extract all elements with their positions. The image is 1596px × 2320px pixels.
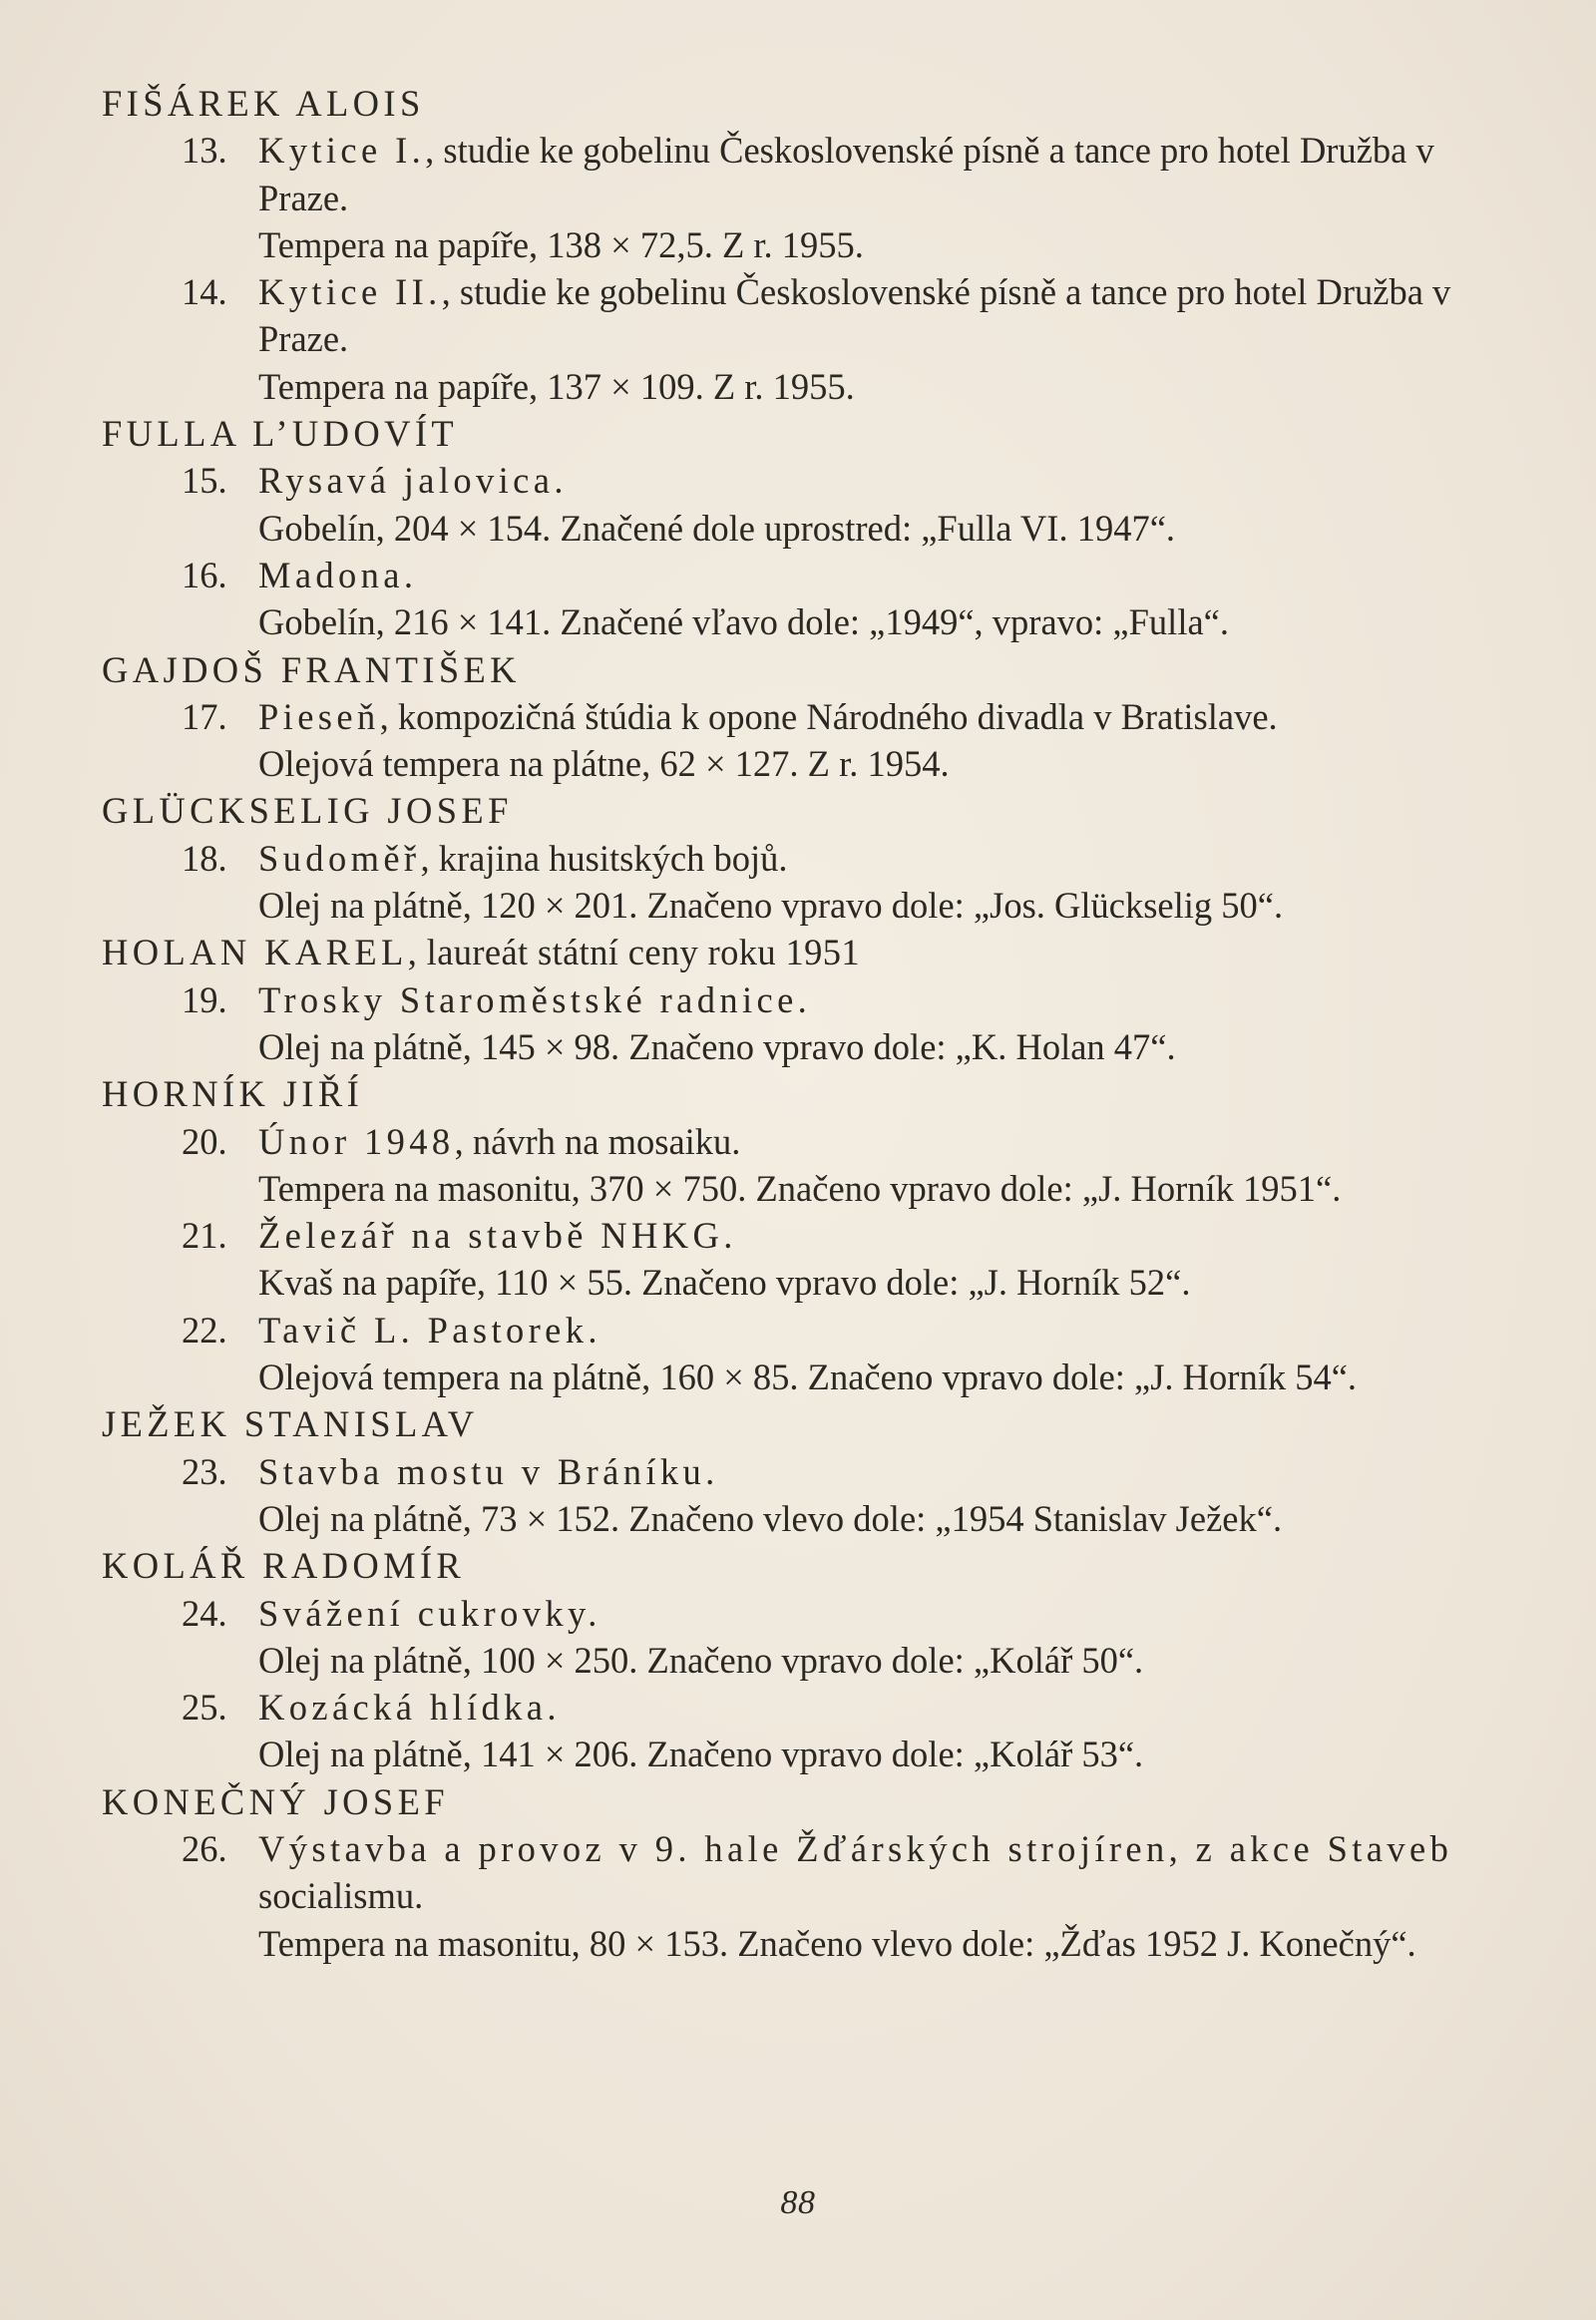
artist-name: KOLÁŘ RADOMÍR: [102, 1545, 466, 1587]
entry-title: Železář na stavbě NHKG.: [258, 1215, 737, 1257]
catalog-entry: [102, 457, 1526, 552]
entry-title: Sudoměř: [258, 837, 421, 879]
entry-details: Olej na plátně, 100 × 250. Značeno vpravo dole: „Kolář 50“.: [258, 1639, 1144, 1681]
entry-title: Trosky Staroměstské radnice.: [258, 978, 812, 1020]
entry-title: Madona.: [258, 554, 418, 595]
entry-details: Olejová tempera na plátně, 160 × 85. Značeno vpravo dole: „J. Horník 54“.: [258, 1356, 1358, 1398]
artist-name: HORNÍK JIŘÍ: [102, 1073, 364, 1115]
entry-title: Pieseň: [258, 695, 380, 737]
entry-details: Gobelín, 204 × 154. Značené dole uprostred: „Fulla VI. 1947“.: [258, 507, 1176, 549]
entry-details: Olej na plátně, 141 × 206. Značeno vpravo dole: „Kolář 53“.: [258, 1734, 1144, 1775]
artist-heading: [102, 1778, 1526, 1825]
entry-title-line: [258, 1307, 1526, 1353]
artist-heading: [102, 646, 1526, 693]
catalog-entry: [102, 1684, 1526, 1778]
entry-number: 26.: [182, 1827, 227, 1869]
entry-number: 15.: [182, 460, 227, 502]
catalog-entry: [102, 1590, 1526, 1685]
artist-name: GAJDOŠ FRANTIŠEK: [102, 648, 521, 690]
page-number: 88: [780, 2184, 816, 2221]
artist-name: KONEČNÝ JOSEF: [102, 1780, 449, 1822]
entry-title-line: [258, 693, 1526, 740]
entry-number: 16.: [182, 554, 227, 595]
catalog-entry: [102, 976, 1526, 1071]
entry-title-line: [258, 976, 1526, 1023]
catalog-entry: [102, 835, 1526, 930]
entry-number: 19.: [182, 978, 227, 1020]
entry-number: 17.: [182, 695, 227, 737]
artist-heading: [102, 929, 1526, 975]
artist-heading: [102, 1400, 1526, 1447]
entry-subtitle: , návrh na mosaiku.: [454, 1120, 741, 1162]
entry-number: 21.: [182, 1215, 227, 1257]
entry-title-line: [258, 127, 1526, 221]
entry-details: Olej na plátně, 145 × 98. Značeno vpravo dole: „K. Holan 47“.: [258, 1025, 1176, 1067]
entry-details: Tempera na papíře, 138 × 72,5. Z r. 1955.: [258, 223, 864, 265]
entry-details: Tempera na papíře, 137 × 109. Z r. 1955.: [258, 365, 855, 407]
entry-number: 18.: [182, 837, 227, 879]
entry-title-line: [258, 1684, 1526, 1731]
catalog-entry: [102, 552, 1526, 646]
artist-note: , laureát státní ceny roku 1951: [407, 932, 860, 973]
entry-number: 24.: [182, 1592, 227, 1634]
entry-subtitle: , kompozičná štúdia k opone Národného divadla v Bratislave.: [379, 695, 1278, 737]
catalog-list: [102, 80, 1526, 1967]
entry-title: Únor 1948: [258, 1120, 455, 1162]
catalog-entry: [102, 1212, 1526, 1307]
entry-details: Tempera na masonitu, 370 × 750. Značeno vpravo dole: „J. Horník 1951“.: [258, 1167, 1342, 1209]
entry-title-line: [258, 1825, 1526, 1920]
entry-subtitle: , krajina husitských bojů.: [420, 837, 788, 879]
artist-name: HOLAN KAREL: [102, 932, 408, 973]
entry-details: Olej na plátně, 120 × 201. Značeno vpravo dole: „Jos. Glückselig 50“.: [258, 885, 1284, 927]
entry-subtitle: , studie ke gobelinu Československé písně a tance pro hotel Družba v Praze.: [258, 271, 1451, 360]
entry-details: Olejová tempera na plátne, 62 × 127. Z r. 1954.: [258, 743, 950, 785]
entry-title: Výstavba a provoz v 9. hale Žďárských strojíren, z akce Staveb: [258, 1827, 1453, 1869]
entry-title: Rysavá jalovica.: [258, 460, 568, 502]
entry-number: 13.: [182, 130, 227, 172]
entry-details: Olej na plátně, 73 × 152. Značeno vlevo dole: „1954 Stanislav Ježek“.: [258, 1497, 1283, 1539]
entry-title-line: [258, 457, 1526, 504]
entry-number: 14.: [182, 271, 227, 313]
entry-title: Tavič L. Pastorek.: [258, 1309, 601, 1351]
catalog-entry: [102, 1307, 1526, 1401]
entry-title: Kytice I.: [258, 130, 426, 172]
artist-name: FULLA L’UDOVÍT: [102, 413, 459, 455]
artist-heading: [102, 410, 1526, 457]
entry-title-line: [258, 1448, 1526, 1495]
artist-name: FIŠÁREK ALOIS: [102, 83, 425, 124]
catalog-entry: [102, 127, 1526, 268]
entry-subtitle: socialismu.: [258, 1875, 424, 1917]
entry-details: Tempera na masonitu, 80 × 153. Značeno vlevo dole: „Žďas 1952 J. Konečný“.: [258, 1922, 1416, 1964]
entry-title-line: [258, 1118, 1526, 1165]
entry-title: Svážení cukrovky.: [258, 1592, 601, 1634]
artist-name: GLÜCKSELIG JOSEF: [102, 790, 513, 832]
entry-details: Kvaš na papíře, 110 × 55. Značeno vpravo dole: „J. Horník 52“.: [258, 1262, 1191, 1304]
entry-title: Kozácká hlídka.: [258, 1687, 561, 1729]
entry-title-line: [258, 268, 1526, 363]
catalog-entry: [102, 1825, 1526, 1967]
entry-title: Stavba mostu v Bráníku.: [258, 1450, 719, 1492]
entry-title-line: [258, 835, 1526, 882]
entry-title-line: [258, 552, 1526, 598]
entry-details: Gobelín, 216 × 141. Značené vľavo dole: „1949“, vpravo: „Fulla“.: [258, 601, 1229, 643]
entry-number: 22.: [182, 1309, 227, 1351]
entry-number: 20.: [182, 1120, 227, 1162]
artist-heading: [102, 1542, 1526, 1589]
artist-heading: [102, 1070, 1526, 1117]
catalog-entry: [102, 693, 1526, 788]
artist-name: JEŽEK STANISLAV: [102, 1403, 479, 1445]
entry-subtitle: , studie ke gobelinu Československé písně a tance pro hotel Družba v Praze.: [258, 130, 1434, 218]
artist-heading: [102, 80, 1526, 127]
entry-title: Kytice II.: [258, 271, 442, 313]
catalog-entry: [102, 1118, 1526, 1213]
artist-heading: [102, 787, 1526, 834]
entry-title-line: [258, 1590, 1526, 1637]
entry-title-line: [258, 1212, 1526, 1259]
entry-number: 25.: [182, 1687, 227, 1729]
entry-number: 23.: [182, 1450, 227, 1492]
catalog-entry: [102, 268, 1526, 410]
catalog-entry: [102, 1448, 1526, 1543]
